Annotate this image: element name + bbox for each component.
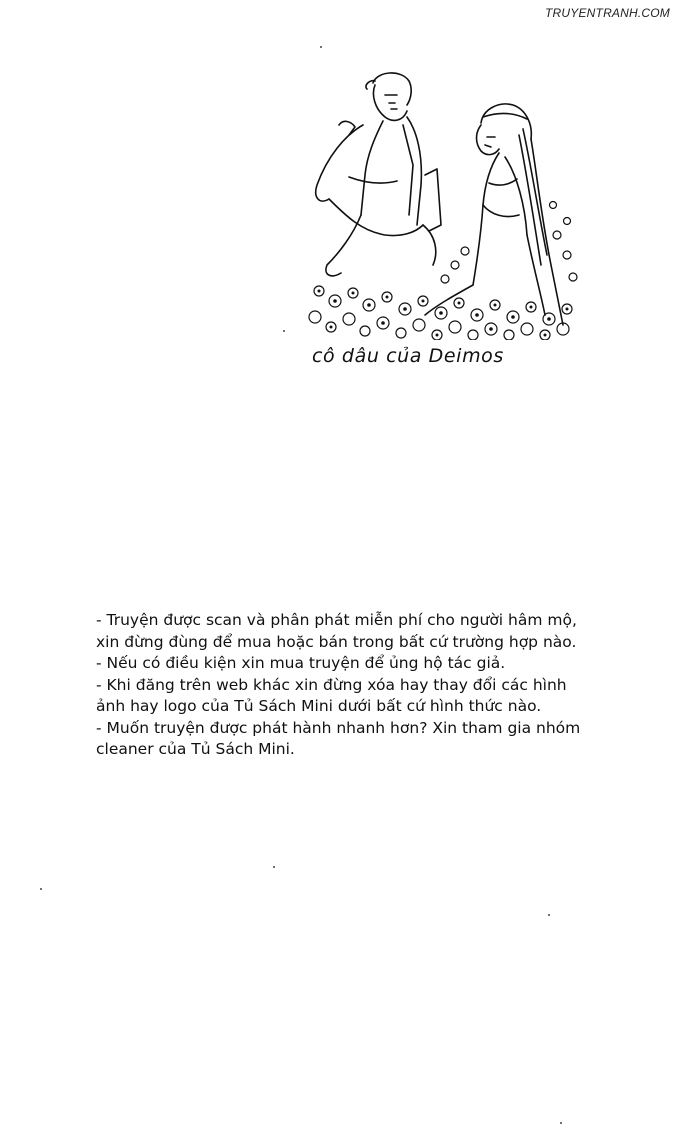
speck <box>283 330 285 332</box>
notice-line: - Nếu có điều kiện xin mua truyện để ủng hộ tác giả. <box>96 654 506 672</box>
speck <box>320 46 322 48</box>
notice-line: - Muốn truyện được phát hành nhanh hơn? Xin tham gia nhóm cleaner của Tủ Sách Mini. <box>96 718 581 758</box>
speck <box>548 914 550 916</box>
speck <box>40 888 42 890</box>
notice-block <box>96 610 596 761</box>
notice-line: - Truyện được scan và phân phát miễn phí cho người hâm mộ, xin đừng đùng để mua hoặc bán trong bất cứ trường hợp nào. <box>96 611 577 651</box>
speck <box>273 866 275 868</box>
speck <box>560 1122 562 1124</box>
couple-illustration <box>305 65 585 340</box>
notice-line: - Khi đăng trên web khác xin đừng xóa hay thay đổi các hình ảnh hay logo của Tủ Sách Mini dưới bất cứ hình thức nào. <box>96 675 567 715</box>
illustration-caption: cô dâu của Deimos <box>312 345 504 367</box>
watermark-text: TRUYENTRANH.COM <box>545 6 670 20</box>
